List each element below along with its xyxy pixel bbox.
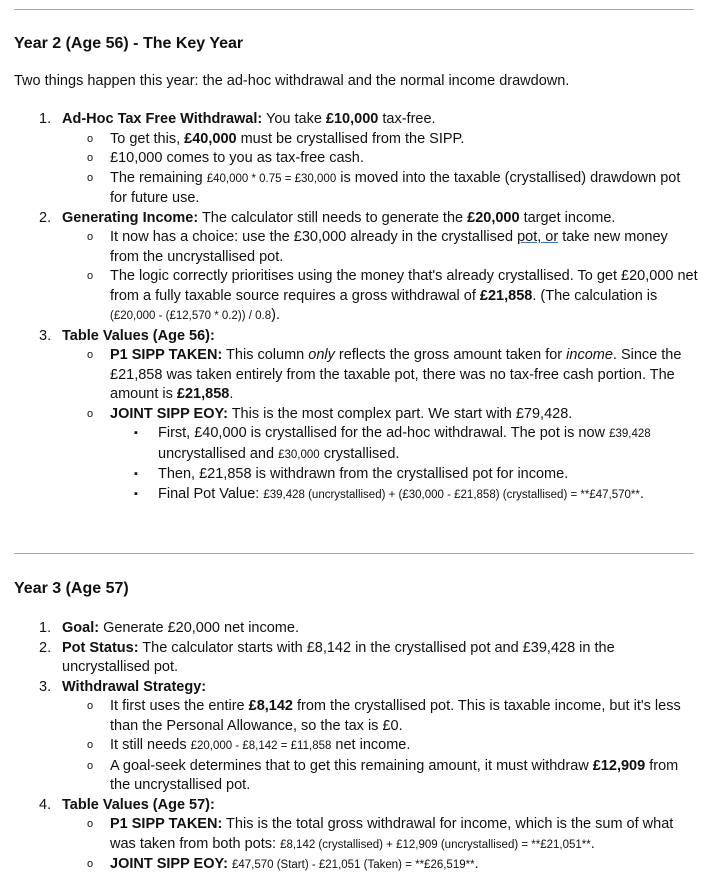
list-item: 4. Table Values (Age 57): o P1 SIPP TAKEN: This is the total gross withdrawal for income, which is the sum of what was taken from both pots: £8,142 (crystallised) + £12,909 (uncrystallised) = **£21,051**. o JOINT SIPP EOY: £47,570 (Start) - £21,051 (Taken) = **£26,519**. bbox=[14, 796, 704, 876]
list-item: ▪ Then, £21,858 is withdrawn from the crystallised pot for income. bbox=[110, 465, 700, 485]
bullet-icon: o bbox=[87, 231, 94, 243]
divider-middle bbox=[14, 553, 694, 554]
bullet-icon: o bbox=[87, 349, 94, 361]
list-item: o A goal-seek determines that to get this remaining amount, it must withdraw £12,909 from the uncrystallised pot. bbox=[87, 757, 679, 793]
list-item: 2. Generating Income: The calculator still needs to generate the £20,000 target income. o It now has a choice: use the £30,000 already in the crystallised pot, or take new money from the uncrystallised pot. o The logic correctly prioritises using the money that's already crystallised. To get £20,000 net from a fully taxable source requires a gross withdrawal of £21,858. (The calculation is (£20,000 - (£12,570 * 0.2)) / 0.8). bbox=[14, 209, 704, 327]
year3-heading: Year 3 (Age 57) bbox=[14, 580, 129, 597]
list-item: 3. Table Values (Age 56): o P1 SIPP TAKEN: This column only reflects the gross amount taken for income. Since the £21,858 was taken entirely from the taxable pot, there was no tax-free cash portion. The amount is £21,858. o JOINT SIPP EOY: This is the most complex part. We start with £79,428. ▪ First, £40,000 is crystallised for the ad-hoc withdrawal. The pot is now £39,428 uncrystallised and £30,000 crystallised. ▪ Then, £21,858 is withdrawn from the crystallised pot for income. ▪ Final Pot Value: £39,428 (uncrystallised) + (£30,000 - £21,858) (crystallised) = **£47,570**. bbox=[14, 327, 704, 506]
list-item: ▪ First, £40,000 is crystallised for the ad-hoc withdrawal. The pot is now £39,428 uncrystallised and £30,000 crystallised. bbox=[134, 425, 651, 462]
bullet-icon: o bbox=[87, 270, 94, 282]
list-item: 1. Ad-Hoc Tax Free Withdrawal: You take £10,000 tax-free. o To get this, £40,000 must be crystallised from the SIPP. o £10,000 comes to you as tax-free cash. o The remaining £40,000 * 0.75 = £30,000 is moved into the taxable (crystallised) drawdown pot for future use. bbox=[14, 110, 704, 209]
list-item: o P1 SIPP TAKEN: This is the total gross withdrawal for income, which is the sum of what was taken from both pots: £8,142 (crystallised) + £12,909 (uncrystallised) = **£21,051**. bbox=[87, 816, 674, 852]
bullet-icon: o bbox=[87, 171, 94, 184]
list-number: 3. bbox=[39, 678, 52, 695]
list-number: 2. bbox=[39, 209, 52, 226]
list-item: 2. Pot Status: The calculator starts with £8,142 in the crystallised pot and £39,428 in the uncrystallised pot. bbox=[39, 639, 615, 675]
list-number: 2. bbox=[39, 639, 52, 656]
list-number: 1. bbox=[39, 111, 52, 127]
bullet-icon: o bbox=[87, 818, 94, 830]
grammar-flag: pot, or bbox=[517, 229, 559, 245]
year2-heading: Year 2 (Age 56) - The Key Year bbox=[14, 35, 244, 52]
divider-top bbox=[14, 9, 694, 10]
year2-intro: Two things happen this year: the ad-hoc withdrawal and the normal income drawdown. bbox=[14, 73, 570, 89]
square-bullet-icon: ▪ bbox=[134, 468, 138, 480]
list-item: o JOINT SIPP EOY: This is the most complex part. We start with £79,428. ▪ First, £40,000 is crystallised for the ad-hoc withdrawal. The pot is now £39,428 uncrystallised and £30,000 crystallised. ▪ Then, £21,858 is withdrawn from the crystallised pot for income. ▪ Final Pot Value: £39,428 (uncrystallised) + (£30,000 - £21,858) (crystallised) = **£47,570**. bbox=[62, 405, 704, 506]
list-item: 1. Goal: Generate £20,000 net income. bbox=[14, 619, 704, 639]
bullet-icon: o bbox=[87, 152, 94, 164]
bullet-icon: o bbox=[87, 759, 94, 772]
square-bullet-icon: ▪ bbox=[134, 487, 138, 500]
list-item: o £10,000 comes to you as tax-free cash. bbox=[62, 149, 704, 169]
list-item: o JOINT SIPP EOY: £47,570 (Start) - £21,051 (Taken) = **£26,519**. bbox=[62, 855, 704, 876]
list-item: o The remaining £40,000 * 0.75 = £30,000 is moved into the taxable (crystallised) drawdown pot for future use. bbox=[87, 169, 681, 206]
year3-list bbox=[14, 619, 704, 876]
bullet-icon: o bbox=[87, 407, 94, 420]
bullet-icon: o bbox=[87, 739, 94, 751]
list-item: ▪ Final Pot Value: £39,428 (uncrystallised) + (£30,000 - £21,858) (crystallised) = **£47,570**. bbox=[110, 485, 700, 506]
list-item: o To get this, £40,000 must be crystallised from the SIPP. bbox=[62, 130, 704, 150]
bullet-icon: o bbox=[87, 700, 94, 712]
list-item: o P1 SIPP TAKEN: This column only reflects the gross amount taken for income. Since the £21,858 was taken entirely from the taxable pot, there was no tax-free cash portion. The amount is £21,858. bbox=[87, 347, 682, 402]
year2-list bbox=[14, 110, 704, 505]
square-bullet-icon: ▪ bbox=[134, 427, 138, 439]
list-item: o The logic correctly prioritises using the money that's already crystallised. To get £20,000 net from a fully taxable source requires a gross withdrawal of £21,858. (The calculation is (£20,000 - (£12,570 * 0.2)) / 0.8). bbox=[87, 268, 698, 323]
bullet-icon: o bbox=[87, 132, 94, 145]
list-item: o It first uses the entire £8,142 from the crystallised pot. This is taxable income, but it's less than the Personal Allowance, so the tax is £0. bbox=[87, 698, 681, 734]
list-item: o It now has a choice: use the £30,000 already in the crystallised pot, or take new money from the uncrystallised pot. bbox=[87, 229, 668, 265]
list-item: o It still needs £20,000 - £8,142 = £11,858 net income. bbox=[62, 736, 704, 757]
list-item: 3. Withdrawal Strategy: o It first uses the entire £8,142 from the crystallised pot. This is taxable income, but it's less than the Personal Allowance, so the tax is £0. o It still needs £20,000 - £8,142 = £11,858 net income. o A goal-seek determines that to get this remaining amount, it must withdraw £12,909 from the uncrystallised pot. bbox=[14, 678, 704, 796]
list-number: 3. bbox=[39, 327, 52, 344]
list-number: 1. bbox=[39, 620, 52, 636]
list-number: 4. bbox=[39, 796, 52, 813]
bullet-icon: o bbox=[87, 858, 94, 870]
